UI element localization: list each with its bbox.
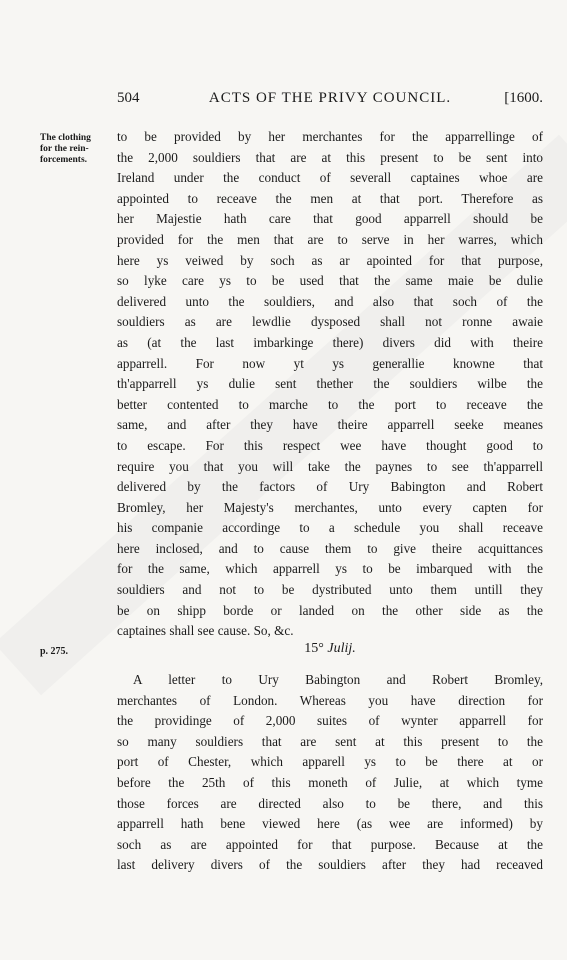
text-line: so lyke care ys to be used that the same maie be dulie: [117, 273, 543, 289]
text-line: here inclosed, and to cause them to give theire acquittances: [117, 540, 543, 556]
letter-paragraph: [117, 670, 543, 876]
page-reference: p. 275.: [40, 646, 69, 657]
text-line: th'apparrell ys dulie sent thether the souldiers wilbe the: [117, 376, 543, 392]
text-line: delivered by the factors of Ury Babington and Robert: [117, 479, 543, 495]
margin-note: [40, 133, 112, 166]
date-month: Julij.: [327, 641, 356, 656]
text-line: same, and after they have theire apparrell seeke meanes: [117, 417, 543, 433]
text-line: appointed to receave the men at that port. Therefore as: [117, 190, 543, 206]
text-line: last delivery divers of the souldiers after they had receaved: [117, 857, 543, 873]
text-line: merchantes of London. Whereas you have direction for: [117, 692, 543, 708]
text-line: souldiers and not to be dystributed unto them untill they: [117, 582, 543, 598]
text-line: soch as are appointed for that purpose. Because at the: [117, 836, 543, 852]
year-marker: [1600.: [504, 90, 543, 106]
text-line: better contented to marche to the port to receave the: [117, 396, 543, 412]
margin-note-line: for the rein-: [40, 144, 89, 154]
text-line: Bromley, her Majesty's merchantes, unto every capten for: [117, 499, 543, 515]
text-line: require you that you will take the paynes to see th'apparrell: [117, 458, 543, 474]
page-number: 504: [117, 90, 140, 106]
entry-date: [117, 641, 543, 657]
text-line: those forces are directed also to be there, and this: [117, 795, 543, 811]
running-title: ACTS OF THE PRIVY COUNCIL.: [208, 90, 452, 106]
text-line: apparrell. For now yt ys generallie knowne that: [117, 355, 543, 371]
text-line: for the same, which apparrell ys to be imbarqued with the: [117, 561, 543, 577]
text-line: souldiers as are lewdlie dysposed shall not ronne awaie: [117, 314, 543, 330]
text-line: to escape. For this respect wee have thought good to: [117, 437, 543, 453]
page-header: [117, 90, 543, 114]
text-line: so many souldiers that are sent at this present to the: [117, 733, 543, 749]
text-line: Ireland under the conduct of severall captaines whoe are: [117, 170, 543, 186]
paragraph-continued: [117, 127, 543, 642]
text-line: here ys veiwed by soch as ar apointed for that purpose,: [117, 252, 543, 268]
text-line: delivered unto the souldiers, and also that soch of the: [117, 293, 543, 309]
text-line: as (at the last imbarkinge there) divers did with theire: [117, 334, 543, 350]
text-line: captaines shall see cause. So, &c.: [117, 623, 294, 639]
text-line: apparrell hath bene viewed here (as wee are informed) by: [117, 816, 543, 832]
text-line: his companie accordinge to a schedule you shall receave: [117, 520, 543, 536]
text-line: the providinge of 2,000 suites of wynter apparrell for: [117, 713, 543, 729]
text-line: the 2,000 souldiers that are at this present to be sent into: [117, 149, 543, 165]
margin-note-line: forcements.: [40, 155, 88, 165]
text-line: A letter to Ury Babington and Robert Bromley,: [133, 672, 543, 687]
text-line: be on shipp borde or landed on the other side as the: [117, 602, 543, 618]
text-line: before the 25th of this moneth of Julie, at which tyme: [117, 774, 543, 790]
text-line: provided for the men that are to serve in her warres, which: [117, 231, 543, 247]
text-line: her Majestie hath care that good apparrell should be: [117, 211, 543, 227]
text-line: to be provided by her merchantes for the apparrellinge of: [117, 129, 543, 144]
text-line: port of Chester, which apparell ys to be there at or: [117, 754, 543, 770]
date-day: 15°: [304, 641, 324, 656]
margin-note-line: The clothing: [40, 133, 91, 143]
